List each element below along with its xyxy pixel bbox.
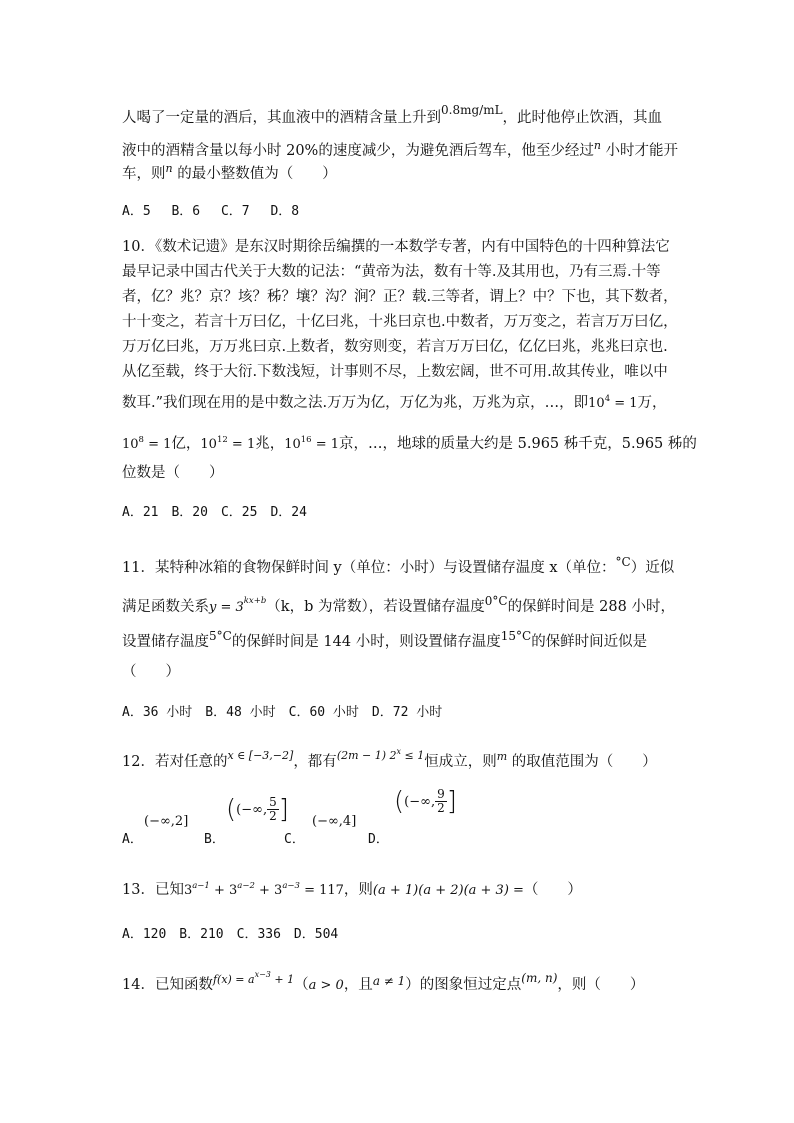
math-celsius: °C xyxy=(615,555,631,569)
math-m: m xyxy=(496,750,508,763)
q10-line-8 xyxy=(122,434,697,456)
text: 人喝了一定量的酒后，其血液中的酒精含量上升到 xyxy=(122,110,441,126)
math-temp: 0°C xyxy=(484,594,508,608)
q11-line-2 xyxy=(122,594,682,619)
math-sup: 16 xyxy=(300,435,312,445)
math: 10 xyxy=(284,437,301,452)
math: 3 xyxy=(183,883,193,898)
bracket: ] xyxy=(278,794,289,825)
text: ，且 xyxy=(343,977,373,993)
option-a-value: (−∞,2] xyxy=(144,814,189,829)
text: ，此时他停止饮酒，其血 xyxy=(502,110,663,126)
bracket: ( xyxy=(394,786,405,817)
text: ，则 xyxy=(343,882,373,898)
bracket: ] xyxy=(446,786,457,817)
math-temp: 5°C xyxy=(209,629,232,643)
math: 10 xyxy=(122,437,139,452)
math: 10 xyxy=(588,396,605,411)
bracket: ( xyxy=(226,794,237,825)
q12-options xyxy=(122,786,682,847)
math: a > 0 xyxy=(308,978,344,993)
q10-line-6: 从亿至载，终于大衍.下数浅短，计事则不尽，上数宏阔，世不可用.故其传业，唯以中 xyxy=(122,364,668,380)
text: 11．某特种冰箱的食物保鲜时间 y（单位：小时）与设置储存温度 x（单位： xyxy=(122,560,616,576)
math-point: (m, n) xyxy=(521,971,558,985)
q10-options: A．21 B．20 C．25 D．24 xyxy=(122,505,307,520)
text: （ ） xyxy=(523,882,582,898)
math: + 3 xyxy=(254,883,283,898)
text: 设置储存温度 xyxy=(122,634,209,650)
q10-line-5: 万万亿曰兆，万万兆曰京.上数者，数穷则变，若言万万曰亿，亿亿曰兆，兆兆曰京也. xyxy=(122,339,668,355)
text: 兆， xyxy=(255,436,285,452)
math: f(x) = a xyxy=(212,973,255,986)
option-c-value: (−∞,4] xyxy=(312,814,357,829)
text: 12．若对任意的 xyxy=(122,754,228,770)
text: 14．已知函数 xyxy=(122,977,213,993)
math: (a + 1)(a + 2)(a + 3) = xyxy=(372,883,524,898)
q10-line-4: 十十变之，若言十万曰亿，十亿曰兆，十兆曰京也.中数者，万万变之，若言万万曰亿， xyxy=(122,314,678,330)
q10-line-1: 10．《数术记遗》是东汉时期徐岳编撰的一本数学专著，内有中国特色的十四种算法它 xyxy=(122,239,670,255)
fraction xyxy=(435,788,447,815)
q10-line-2: 最早记录中国古代关于大数的记法：“黄帝为法，数有十等.及其用也，乃有三焉.十等 xyxy=(122,264,661,280)
math-sup: 4 xyxy=(604,394,611,404)
text: 车，则 xyxy=(122,166,166,182)
math-n: n xyxy=(165,162,173,175)
q11-options: A．36 小时 B．48 小时 C．60 小时 D．72 小时 xyxy=(122,705,443,720)
text: 小时才能开 xyxy=(600,143,679,159)
denominator: 2 xyxy=(269,809,277,823)
numerator: 9 xyxy=(437,787,445,801)
text: 万， xyxy=(637,395,667,411)
math: (−∞, xyxy=(236,802,268,818)
denominator: 2 xyxy=(437,801,445,815)
math-sup: x−3 xyxy=(254,970,271,979)
text: 满足函数关系 xyxy=(122,599,209,615)
q11-line-3 xyxy=(122,629,682,652)
q9-line-1 xyxy=(122,103,682,128)
option-d-value xyxy=(394,788,457,815)
option-b-label: B． xyxy=(204,832,225,847)
option-b-value xyxy=(226,796,289,823)
math: = 1 xyxy=(311,437,340,452)
text: （ xyxy=(294,977,309,993)
text: 京，…，地球的质量大约是 5.965 秭千克，5.965 秭的 xyxy=(339,436,697,452)
text: ）的图象恒过定点 xyxy=(405,977,522,993)
text: 亿， xyxy=(171,436,201,452)
math: = 1 xyxy=(610,396,638,411)
option-d-label: D． xyxy=(368,832,389,847)
math: = 1 xyxy=(227,437,256,452)
q11-line-4: （ ） xyxy=(122,664,180,680)
math-sup: 12 xyxy=(216,435,228,445)
text: 的保鲜时间近似是 xyxy=(531,634,648,650)
text: 的最小整数值为（ ） xyxy=(172,166,337,182)
math-sup: 8 xyxy=(138,435,144,445)
text: 的取值范围为（ ） xyxy=(507,754,657,770)
math-temp: 15°C xyxy=(500,629,532,643)
math: + 3 xyxy=(209,883,238,898)
text: 13．已知 xyxy=(122,882,184,898)
text: 恒成立，则 xyxy=(424,754,497,770)
q12-line-1 xyxy=(122,747,682,774)
math: = 117 xyxy=(299,883,344,898)
math-sup: x xyxy=(396,747,402,756)
text: 液中的酒精含量以每小时 20%的速度减少，为避免酒后驾车，他至少经过 xyxy=(122,143,594,159)
math-concentration: 0.8mg/mL xyxy=(441,103,503,117)
text: 的保鲜时间是 288 小时， xyxy=(507,599,675,615)
math-sup: a−3 xyxy=(282,881,300,891)
q10-line-3: 者，亿？兆？京？垓？秭？壤？沟？涧？正？载.三等者，谓上？中？下也，其下数者， xyxy=(122,289,678,305)
math-n: n xyxy=(593,139,601,152)
text: 的保鲜时间是 144 小时，则设置储存温度 xyxy=(231,634,501,650)
q11-line-1 xyxy=(122,555,682,578)
math: + 1 xyxy=(270,973,295,986)
q14-line-1 xyxy=(122,970,682,997)
q13-options: A．120 B．210 C．336 D．504 xyxy=(122,927,339,942)
q13-line-1 xyxy=(122,880,682,902)
text: ，则（ ） xyxy=(557,977,645,993)
fraction xyxy=(267,796,279,823)
q10-line-7 xyxy=(122,393,682,415)
q9-line-2 xyxy=(122,141,682,162)
math-sup: a−2 xyxy=(237,881,255,891)
text: ）近似 xyxy=(630,560,675,576)
option-c-label: C． xyxy=(284,832,305,847)
math-sup: kx+b xyxy=(243,596,267,606)
q9-options: A．5 B．6 C．7 D．8 xyxy=(122,204,300,219)
math: (2m − 1) 2 xyxy=(336,749,397,762)
numerator: 5 xyxy=(269,795,277,809)
math: y = 3 xyxy=(209,600,244,615)
math-domain: x ∈ [−3,−2] xyxy=(227,749,294,762)
text: ，都有 xyxy=(293,754,337,770)
math-sup: a−1 xyxy=(192,881,210,891)
option-a-label: A． xyxy=(122,832,143,847)
math: = 1 xyxy=(143,437,172,452)
math: 10 xyxy=(200,437,217,452)
math: (−∞, xyxy=(404,794,436,810)
text: 数耳.”我们现在用的是中数之法.万万为亿，万亿为兆，万兆为京，…，即 xyxy=(122,395,589,411)
math: a ≠ 1 xyxy=(372,974,406,988)
text: （k，b 为常数），若设置储存温度 xyxy=(266,599,485,615)
q9-line-3 xyxy=(122,164,682,185)
math: ≤ 1 xyxy=(401,749,425,762)
q10-line-9: 位数是（ ） xyxy=(122,465,224,481)
